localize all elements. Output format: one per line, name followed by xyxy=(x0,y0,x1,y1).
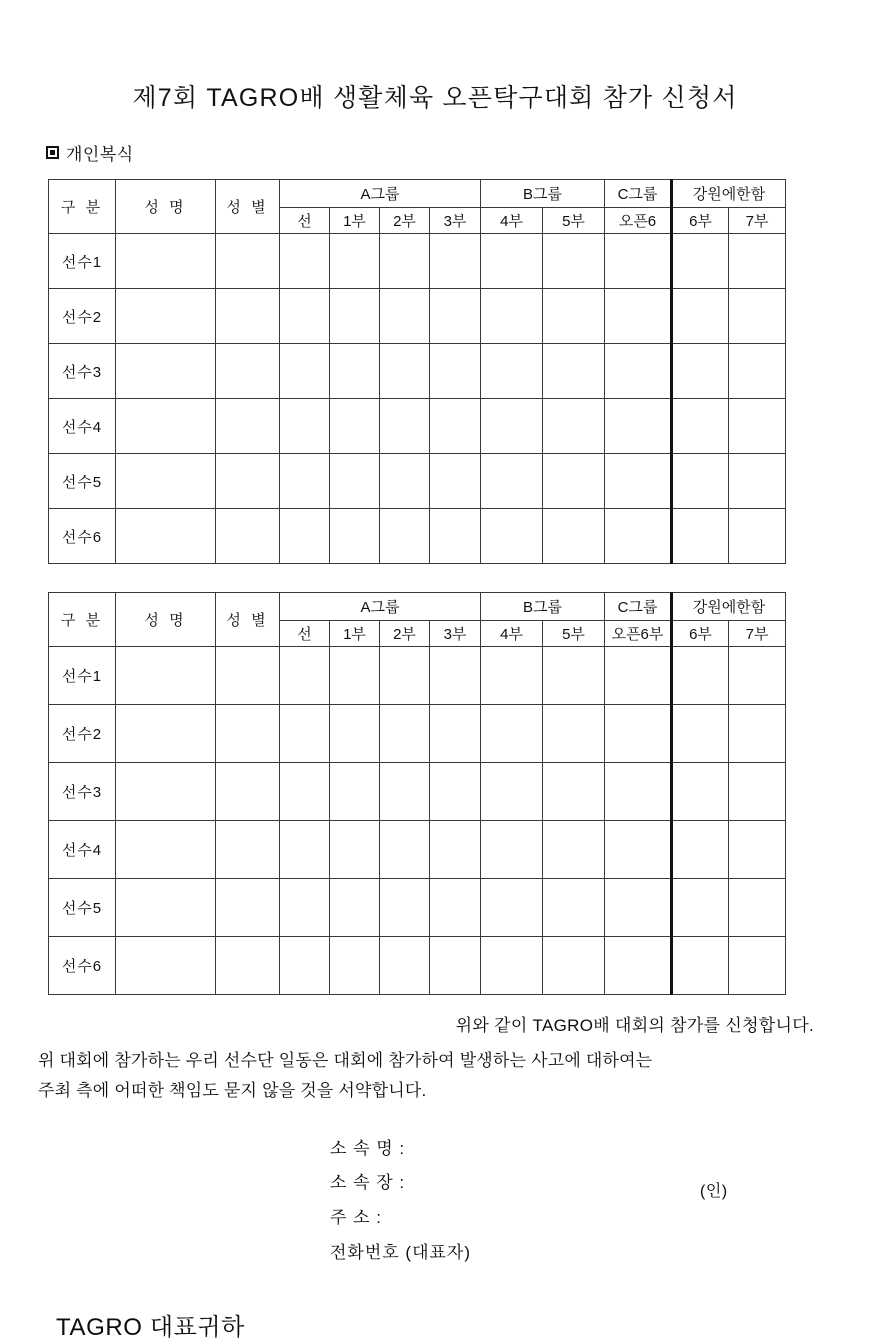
cell-a-3[interactable] xyxy=(430,879,481,937)
cell-gw-7[interactable] xyxy=(729,509,786,564)
cell-c-open6[interactable] xyxy=(605,879,672,937)
sub-header-7: 6부 xyxy=(672,621,729,647)
col-header-group-b: B그룹 xyxy=(481,180,605,208)
cell-b-4[interactable] xyxy=(481,289,543,344)
col-header-division: 구 분 xyxy=(49,593,116,647)
cell-gw-7[interactable] xyxy=(729,234,786,289)
cell-gw-6[interactable] xyxy=(672,234,729,289)
cell-name[interactable] xyxy=(116,937,216,995)
row-label-player-1: 선수1 xyxy=(49,234,116,289)
cell-name[interactable] xyxy=(116,879,216,937)
recipient-line: TAGRO 대표귀하 xyxy=(56,1313,245,1341)
cell-a-2[interactable] xyxy=(380,763,430,821)
row-label-player-6: 선수6 xyxy=(49,509,116,564)
sub-header-1: 1부 xyxy=(330,621,380,647)
cell-a-seon[interactable] xyxy=(280,399,330,454)
col-header-gangwon-only: 강원에한함 xyxy=(672,180,786,208)
table-row xyxy=(49,647,786,705)
cell-gw-6[interactable] xyxy=(672,289,729,344)
cell-a-3[interactable] xyxy=(430,509,481,564)
filled-square-icon xyxy=(46,146,59,159)
table-row xyxy=(49,289,786,344)
table-header-row-groups xyxy=(49,180,786,208)
field-organization-name: 소 속 명 : xyxy=(330,1138,406,1158)
cell-b-5[interactable] xyxy=(543,344,605,399)
field-organization-head: 소 속 장 : xyxy=(330,1173,406,1193)
cell-gw-6[interactable] xyxy=(672,509,729,564)
cell-a-seon[interactable] xyxy=(280,937,330,995)
cell-a-seon[interactable] xyxy=(280,454,330,509)
cell-a-2[interactable] xyxy=(380,937,430,995)
cell-a-3[interactable] xyxy=(430,937,481,995)
cell-b-5[interactable] xyxy=(543,879,605,937)
cell-name[interactable] xyxy=(116,454,216,509)
cell-a-seon[interactable] xyxy=(280,234,330,289)
col-header-group-c: C그룹 xyxy=(605,593,672,621)
cell-a-2[interactable] xyxy=(380,705,430,763)
cell-b-4[interactable] xyxy=(481,509,543,564)
sub-header-5: 5부 xyxy=(543,621,605,647)
row-label-player-5: 선수5 xyxy=(49,454,116,509)
col-header-group-a: A그룹 xyxy=(280,180,481,208)
cell-gender[interactable] xyxy=(216,509,280,564)
cell-a-2[interactable] xyxy=(380,509,430,564)
cell-gw-6[interactable] xyxy=(672,821,729,879)
cell-gw-7[interactable] xyxy=(729,344,786,399)
row-label-player-6: 선수6 xyxy=(49,937,116,995)
cell-a-seon[interactable] xyxy=(280,289,330,344)
cell-b-4[interactable] xyxy=(481,763,543,821)
cell-a-2[interactable] xyxy=(380,344,430,399)
table-header-row-groups xyxy=(49,593,786,621)
cell-gw-6[interactable] xyxy=(672,454,729,509)
cell-gw-7[interactable] xyxy=(729,705,786,763)
cell-a-1[interactable] xyxy=(330,509,380,564)
cell-c-open6[interactable] xyxy=(605,509,672,564)
cell-gender[interactable] xyxy=(216,289,280,344)
table-row xyxy=(49,763,786,821)
cell-gender[interactable] xyxy=(216,763,280,821)
cell-gw-6[interactable] xyxy=(672,705,729,763)
cell-gw-7[interactable] xyxy=(729,821,786,879)
cell-a-2[interactable] xyxy=(380,647,430,705)
cell-a-3[interactable] xyxy=(430,344,481,399)
cell-b-4[interactable] xyxy=(481,399,543,454)
cell-gw-6[interactable] xyxy=(672,647,729,705)
cell-gender[interactable] xyxy=(216,399,280,454)
row-label-player-4: 선수4 xyxy=(49,399,116,454)
cell-a-3[interactable] xyxy=(430,399,481,454)
col-header-gangwon-only: 강원에한함 xyxy=(672,593,786,621)
cell-c-open6[interactable] xyxy=(605,234,672,289)
cell-c-open6[interactable] xyxy=(605,763,672,821)
cell-gender[interactable] xyxy=(216,705,280,763)
cell-a-2[interactable] xyxy=(380,879,430,937)
cell-a-3[interactable] xyxy=(430,647,481,705)
entry-table-1 xyxy=(48,179,786,564)
cell-name[interactable] xyxy=(116,647,216,705)
table-row xyxy=(49,509,786,564)
cell-name[interactable] xyxy=(116,821,216,879)
sub-header-4: 4부 xyxy=(481,621,543,647)
cell-a-1[interactable] xyxy=(330,454,380,509)
cell-a-2[interactable] xyxy=(380,399,430,454)
cell-b-5[interactable] xyxy=(543,705,605,763)
cell-gender[interactable] xyxy=(216,454,280,509)
table-row xyxy=(49,344,786,399)
table-row xyxy=(49,234,786,289)
cell-c-open6[interactable] xyxy=(605,454,672,509)
cell-gw-6[interactable] xyxy=(672,937,729,995)
section-label-text: 개인복식 xyxy=(66,145,134,164)
col-header-name: 성 명 xyxy=(116,180,216,234)
sub-header-6: 오픈6 xyxy=(605,208,672,234)
cell-gender[interactable] xyxy=(216,937,280,995)
cell-gender[interactable] xyxy=(216,821,280,879)
table-row xyxy=(49,937,786,995)
cell-c-open6[interactable] xyxy=(605,705,672,763)
cell-gw-7[interactable] xyxy=(729,399,786,454)
cell-c-open6[interactable] xyxy=(605,344,672,399)
application-statement: 위와 같이 TAGRO배 대회의 참가를 신청합니다. xyxy=(455,1016,814,1035)
col-header-group-b: B그룹 xyxy=(481,593,605,621)
waiver-statement xyxy=(38,1046,814,1106)
cell-c-open6[interactable] xyxy=(605,289,672,344)
cell-name[interactable] xyxy=(116,234,216,289)
cell-c-open6[interactable] xyxy=(605,821,672,879)
cell-a-3[interactable] xyxy=(430,454,481,509)
cell-b-5[interactable] xyxy=(543,399,605,454)
sub-header-5: 5부 xyxy=(543,208,605,234)
col-header-division: 구 분 xyxy=(49,180,116,234)
cell-b-4[interactable] xyxy=(481,879,543,937)
cell-b-5[interactable] xyxy=(543,647,605,705)
field-phone: 전화번호 (대표자) xyxy=(330,1243,471,1263)
cell-b-4[interactable] xyxy=(481,344,543,399)
row-label-player-2: 선수2 xyxy=(49,289,116,344)
cell-gw-6[interactable] xyxy=(672,344,729,399)
cell-a-2[interactable] xyxy=(380,821,430,879)
cell-gw-7[interactable] xyxy=(729,454,786,509)
table-row xyxy=(49,879,786,937)
section-label xyxy=(46,140,870,165)
waiver-line-2: 주최 측에 어떠한 책임도 묻지 않을 것을 서약합니다. xyxy=(38,1080,427,1100)
cell-c-open6[interactable] xyxy=(605,937,672,995)
cell-a-1[interactable] xyxy=(330,234,380,289)
cell-a-1[interactable] xyxy=(330,344,380,399)
cell-a-3[interactable] xyxy=(430,705,481,763)
cell-gender[interactable] xyxy=(216,879,280,937)
row-label-player-3: 선수3 xyxy=(49,763,116,821)
cell-a-3[interactable] xyxy=(430,821,481,879)
table-row xyxy=(49,821,786,879)
row-label-player-3: 선수3 xyxy=(49,344,116,399)
cell-gender[interactable] xyxy=(216,234,280,289)
cell-b-4[interactable] xyxy=(481,705,543,763)
cell-name[interactable] xyxy=(116,509,216,564)
row-label-player-2: 선수2 xyxy=(49,705,116,763)
sub-header-0: 선 xyxy=(280,208,330,234)
cell-b-4[interactable] xyxy=(481,234,543,289)
cell-a-seon[interactable] xyxy=(280,821,330,879)
cell-a-seon[interactable] xyxy=(280,879,330,937)
sub-header-7: 6부 xyxy=(672,208,729,234)
sub-header-3: 3부 xyxy=(430,621,481,647)
row-label-player-5: 선수5 xyxy=(49,879,116,937)
cell-a-1[interactable] xyxy=(330,879,380,937)
cell-a-3[interactable] xyxy=(430,763,481,821)
cell-a-1[interactable] xyxy=(330,289,380,344)
cell-b-5[interactable] xyxy=(543,454,605,509)
cell-b-5[interactable] xyxy=(543,763,605,821)
cell-name[interactable] xyxy=(116,763,216,821)
sub-header-8: 7부 xyxy=(729,621,786,647)
cell-b-4[interactable] xyxy=(481,937,543,995)
cell-a-seon[interactable] xyxy=(280,763,330,821)
sub-header-3: 3부 xyxy=(430,208,481,234)
sub-header-2: 2부 xyxy=(380,621,430,647)
cell-name[interactable] xyxy=(116,399,216,454)
cell-name[interactable] xyxy=(116,289,216,344)
col-header-gender: 성 별 xyxy=(216,593,280,647)
cell-c-open6[interactable] xyxy=(605,647,672,705)
table-row xyxy=(49,454,786,509)
cell-gw-7[interactable] xyxy=(729,763,786,821)
cell-b-5[interactable] xyxy=(543,937,605,995)
cell-c-open6[interactable] xyxy=(605,399,672,454)
sub-header-8: 7부 xyxy=(729,208,786,234)
sub-header-2: 2부 xyxy=(380,208,430,234)
cell-a-2[interactable] xyxy=(380,454,430,509)
cell-a-1[interactable] xyxy=(330,399,380,454)
cell-a-seon[interactable] xyxy=(280,344,330,399)
cell-a-1[interactable] xyxy=(330,937,380,995)
sub-header-6: 오픈6부 xyxy=(605,621,672,647)
entry-table-2 xyxy=(48,592,786,995)
cell-b-5[interactable] xyxy=(543,234,605,289)
field-address: 주 소 : xyxy=(330,1208,383,1228)
row-label-player-4: 선수4 xyxy=(49,821,116,879)
cell-b-5[interactable] xyxy=(543,821,605,879)
cell-a-1[interactable] xyxy=(330,705,380,763)
cell-name[interactable] xyxy=(116,344,216,399)
table-row xyxy=(49,705,786,763)
col-header-name: 성 명 xyxy=(116,593,216,647)
cell-b-4[interactable] xyxy=(481,821,543,879)
cell-gw-7[interactable] xyxy=(729,647,786,705)
cell-a-1[interactable] xyxy=(330,821,380,879)
cell-gw-6[interactable] xyxy=(672,879,729,937)
page-title: 제7회 TAGRO배 생활체육 오픈탁구대회 참가 신청서 xyxy=(132,84,738,112)
cell-gender[interactable] xyxy=(216,344,280,399)
row-label-player-1: 선수1 xyxy=(49,647,116,705)
cell-gw-7[interactable] xyxy=(729,937,786,995)
sub-header-0: 선 xyxy=(280,621,330,647)
cell-a-1[interactable] xyxy=(330,763,380,821)
cell-gw-6[interactable] xyxy=(672,399,729,454)
cell-gender[interactable] xyxy=(216,647,280,705)
sub-header-4: 4부 xyxy=(481,208,543,234)
cell-a-2[interactable] xyxy=(380,289,430,344)
cell-name[interactable] xyxy=(116,705,216,763)
cell-gw-6[interactable] xyxy=(672,763,729,821)
cell-b-4[interactable] xyxy=(481,647,543,705)
cell-b-5[interactable] xyxy=(543,509,605,564)
col-header-group-a: A그룹 xyxy=(280,593,481,621)
cell-gw-7[interactable] xyxy=(729,289,786,344)
seal-mark: (인) xyxy=(700,1182,728,1200)
cell-gw-7[interactable] xyxy=(729,879,786,937)
cell-a-3[interactable] xyxy=(430,234,481,289)
sub-header-1: 1부 xyxy=(330,208,380,234)
cell-a-seon[interactable] xyxy=(280,647,330,705)
col-header-gender: 성 별 xyxy=(216,180,280,234)
cell-a-2[interactable] xyxy=(380,234,430,289)
cell-a-seon[interactable] xyxy=(280,509,330,564)
cell-b-5[interactable] xyxy=(543,289,605,344)
waiver-line-1: 위 대회에 참가하는 우리 선수단 일동은 대회에 참가하여 발생하는 사고에 대하여는 xyxy=(38,1051,653,1070)
signature-fields xyxy=(330,1132,870,1271)
cell-b-4[interactable] xyxy=(481,454,543,509)
cell-a-3[interactable] xyxy=(430,289,481,344)
cell-a-seon[interactable] xyxy=(280,705,330,763)
cell-a-1[interactable] xyxy=(330,647,380,705)
col-header-group-c: C그룹 xyxy=(605,180,672,208)
table-row xyxy=(49,399,786,454)
